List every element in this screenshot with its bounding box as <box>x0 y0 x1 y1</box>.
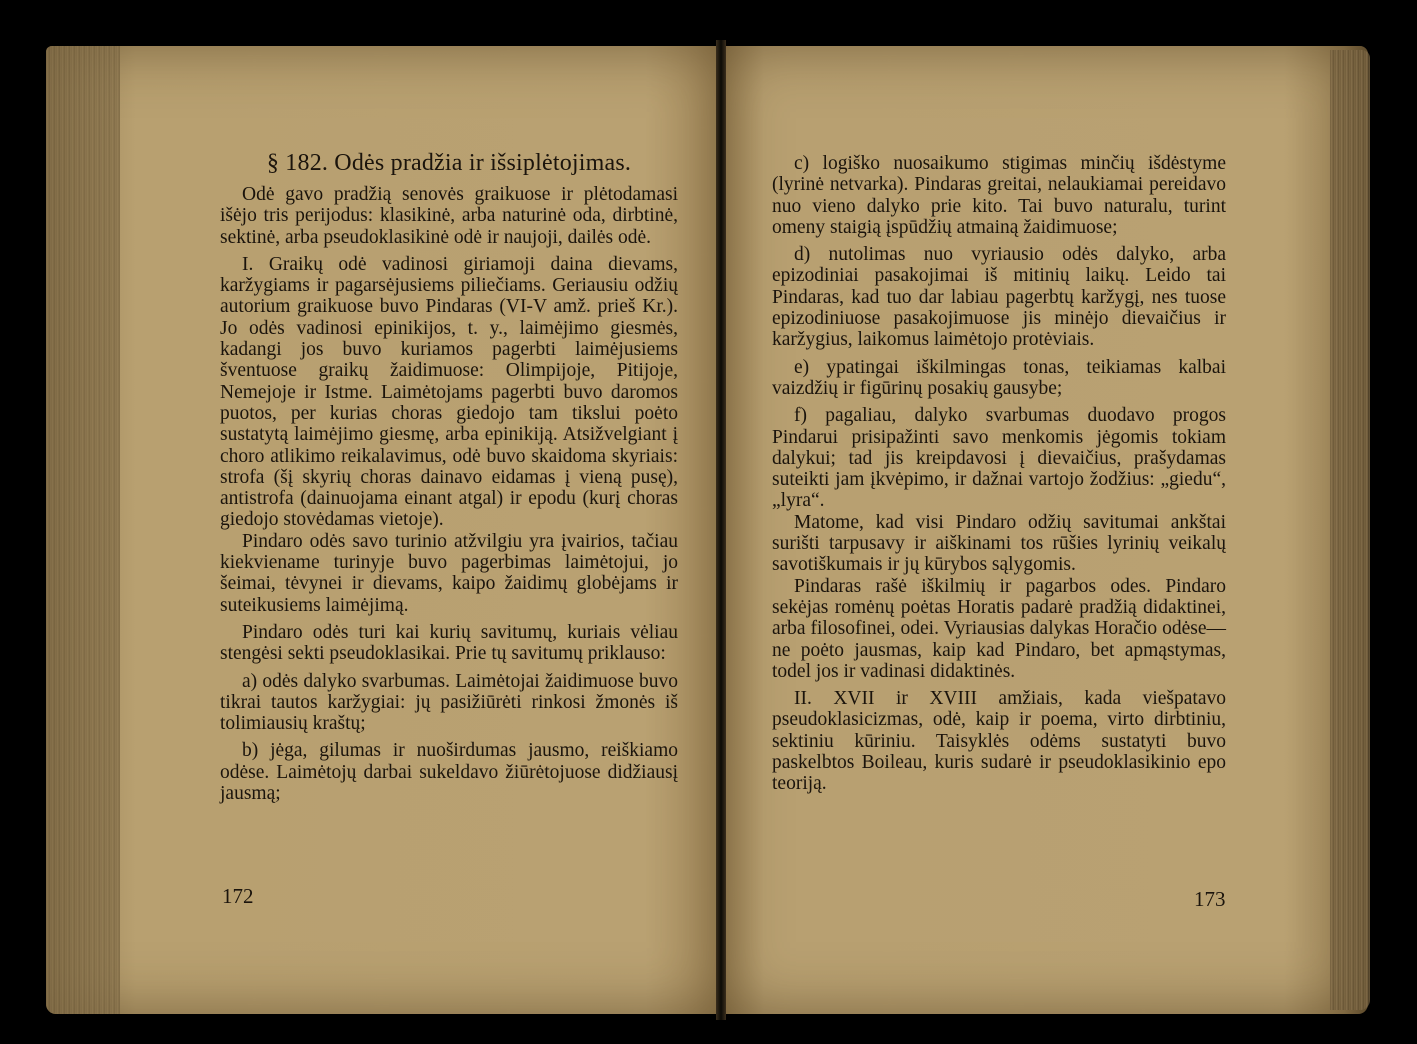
paragraph: Odė gavo pradžią senovės graikuose ir plėtodamasi išėjo tris perijodus: klasikinė, arba naturinė oda, dirbtinė, sektinė, arba pseudoklasikinė odė ir naujoji, dailės odė. <box>220 184 678 248</box>
page-number-left: 172 <box>222 884 254 908</box>
section-heading: § 182. Odės pradžia ir išsiplėtojimas. <box>266 150 632 176</box>
right-page-text <box>772 153 1226 801</box>
book-gutter <box>716 40 726 1020</box>
paragraph: e) ypatingai iškilmingas tonas, teikiamas kalbai vaizdžių ir figūrinų posakių gausybe; <box>772 356 1226 399</box>
page-number-right: 173 <box>1194 887 1226 911</box>
paragraph: d) nutolimas nuo vyriausio odės dalyko, arba epizodiniai pasakojimai iš mitinių laikų. Leido tai Pindaras, kad tuo dar labiau pagerbtų karžygį, nes tuose epizodiniuose pasakojimuose jis minėjo dievaičius ir karžygius, laikomus laimėtojo protėviais. <box>772 244 1226 351</box>
left-page-edges <box>46 46 120 1014</box>
paragraph: Pindaras rašė iškilmių ir pagarbos odes. Pindaro sekėjas romėnų poėtas Horatis padarė pradžią didaktinei, arba filosofinei, odei. Vyriausias dalykas Horačio odėse—ne poėto jausmas, kaip kad Pindaro, bet apmąstymas, todel jos ir vadinasi didaktinės. <box>772 575 1226 682</box>
paragraph: a) odės dalyko svarbumas. Laimėtojai žaidimuose buvo tikrai tautos karžygiai: jų pasižiūrėti rinkosi žmonės iš tolimiausių kraštų; <box>220 670 678 735</box>
paragraph: Pindaro odės turi kai kurių savitumų, kuriais vėliau stengėsi sekti pseudoklasikai. Prie tų savitumų priklauso: <box>220 621 678 665</box>
paragraph: II. XVII ir XVIII amžiais, kada viešpatavo pseudoklasicizmas, odė, kaip ir poema, virto dirbtiniu, sektiniu kūriniu. Taisyklės odėms sustatyti buvo paskelbtos Boileau, kuris sudarė ir pseudoklasikinio epo teoriją. <box>772 688 1226 795</box>
paragraph: b) jėga, gilumas ir nuoširdumas jausmo, reiškiamo odėse. Laimėtojų darbai sukeldavo žiūrėtojuose didžiausį jausmą; <box>220 740 678 805</box>
paragraph: c) logiško nuosaikumo stigimas minčių išdėstyme (lyrinė netvarka). Pindaras greitai, nelaukiamai pereidavo nuo vieno dalyko prie kito. Tai buvo naturalu, turint omeny staigią įspūdžių atmainą žaidimuose; <box>772 153 1226 238</box>
paragraph: Pindaro odės savo turinio atžvilgiu yra įvairios, tačiau kiekviename turinyje buvo pagerbimas laimėtojui, jo šeimai, tėvynei ir dievams, kaipo žaidimų globėjams ir suteikusiems laimėjimą. <box>220 530 678 616</box>
paragraph: I. Graikų odė vadinosi giriamoji daina dievams, karžygiams ir pagarsėjusiems piliečiams. Geriausiu odžių autorium graikuose buvo Pindaras (VI-V amž. prieš Kr.). Jo odės vadinosi epinikijos, t. y., laimėjimo giesmės, kadangi jos buvo kuriamos pagerbti laimėjusiems šventuose graikų žaidimuose: Olimpijoje, Pitijoje, Nemejoje ir Istme. Laimėtojams pagerbti buvo daromos puotos, per kurias choras giedojo tam tikslui poėto sustatytą laimėjimo giesmę, arba epinikiją. Atsižvelgiant į choro atlikimo reikalavimus, odė buvo skaidoma skyriais: strofa (šį skyrių choras dainavo eidamas į vieną pusę), antistrofa (dainuojama einant atgal) ir epodu (kurį choras giedojo stovėdamas vietoje). <box>220 253 678 531</box>
left-page-text <box>220 148 678 810</box>
right-page-edges <box>1330 50 1370 1010</box>
paragraph: Matome, kad visi Pindaro odžių savitumai ankštai surišti tarpusavy ir aiškinami tos rūšies lyrinių veikalų savotiškumais ir jų kūrybos sąlygomis. <box>772 511 1226 576</box>
paragraph: f) pagaliau, dalyko svarbumas duodavo progos Pindarui prisipažinti savo menkomis jėgomis tokiam dalykui; tad jis kreipdavosi į dievaičius, prašydamas suteikti jam įkvėpimo, ir dažnai vartojo žodžius: „giedu“, „lyra“. <box>772 405 1226 512</box>
